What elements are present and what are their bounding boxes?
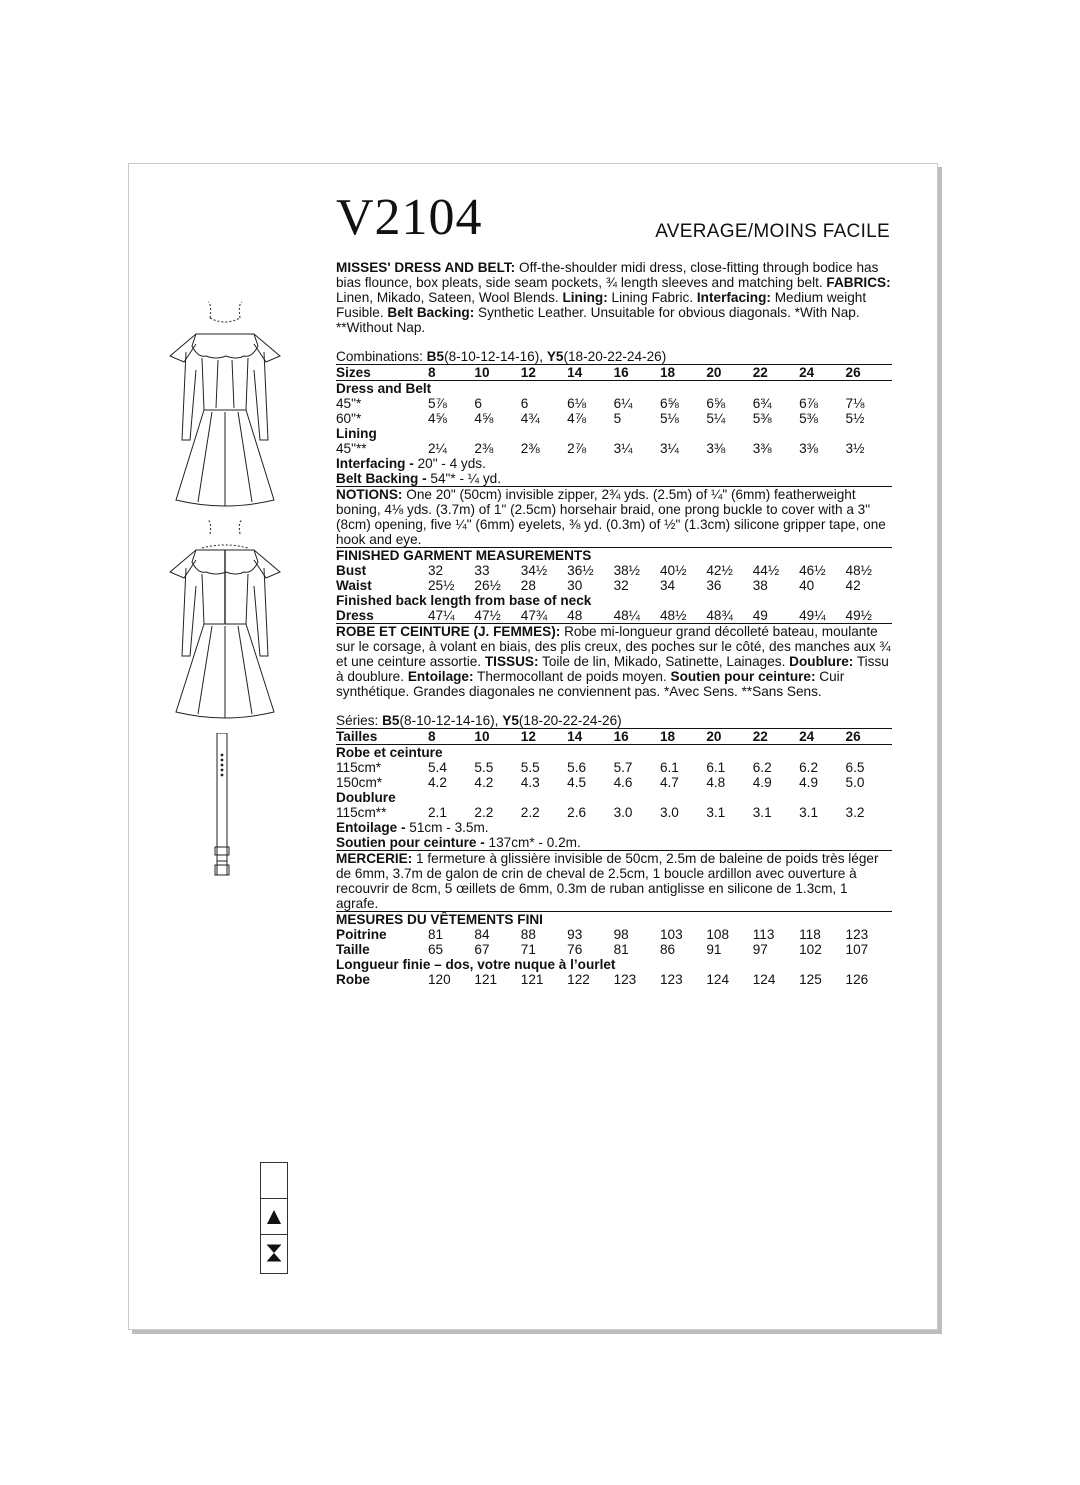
table-row: Waist 25½ 26½ 28 30 32 34 36 38 40 42 [336,578,861,593]
dress-front-sketch [166,300,284,520]
table-row: Tailles 8 10 12 14 16 18 20 22 24 26 [336,729,892,745]
table-row: MESURES DU VÊTEMENTS FINI [336,912,892,928]
french-yardage-table [336,728,892,850]
table-row: Sizes 8 10 12 14 16 18 20 22 24 26 [336,365,892,381]
french-measurements-table [336,911,892,987]
table-row: 150cm* 4.2 4.2 4.3 4.5 4.6 4.7 4.8 4.9 4.9 5.0 [336,775,865,790]
table-row: Belt Backing - 54"* - ¼ yd. [336,471,501,486]
table-row: Dress and Belt [336,381,432,396]
table-row: Robe 120 121 121 122 123 123 124 124 125 126 [336,972,869,987]
table-row: Finished back length from base of neck [336,593,592,608]
triangle-icon [261,1199,287,1235]
table-row: Interfacing - 20" - 4 yds. [336,456,486,471]
series-line: Séries: B5(8-10-12-14-16), Y5(18-20-22-24-26) [336,713,622,728]
combinations-line: Combinations: B5(8-10-12-14-16), Y5(18-20-22-24-26) [336,349,667,364]
desc-title: MISSES' DRESS AND BELT: [336,260,516,275]
table-row: Entoilage - 51cm - 3.5m. [336,820,489,835]
table-row: Soutien pour ceinture - 137cm* - 0.2m. [336,835,581,850]
table-row: 45"** 2¼ 2⅜ 2⅜ 2⅞ 3¼ 3¼ 3⅜ 3⅜ 3⅜ 3½ [336,441,865,456]
table-row: 45"* 5⅞ 6 6 6⅛ 6¼ 6⅝ 6⅝ 6¾ 6⅞ 7⅛ [336,396,865,411]
belt-sketch [210,733,234,878]
table-row: 115cm** 2.1 2.2 2.2 2.6 3.0 3.0 3.1 3.1 3.1 3.2 [336,805,865,820]
pattern-code: V2104 [336,189,483,246]
table-row: Bust 32 33 34½ 36½ 38½ 40½ 42½ 44½ 46½ 48½ [336,563,872,578]
dress-back-sketch [166,520,284,730]
difficulty-level: AVERAGE/MOINS FACILE [655,221,890,242]
legend-blank-cell [261,1163,287,1199]
english-notions: NOTIONS: One 20" (50cm) invisible zipper, 2¾ yds. (2.5m) of ¼" (6mm) featherweight boning, 4⅛ yds. (3.7m) of 1" (2.5cm) horsehair braid, one prong buckle to cover with a 3" (8cm) opening, five ¼" (6mm) eyelets, ⅜ yd. (0.3m) of ½" (1.3cm) silicone gripper tape, one hook and eye. [336,486,892,547]
table-row: Dress 47¼ 47½ 47¾ 48 48¼ 48½ 48¾ 49 49¼ 49½ [336,608,872,623]
hourglass-icon [261,1235,287,1271]
table-row: Lining [336,426,377,441]
english-yardage-table [336,364,892,486]
english-description: MISSES' DRESS AND BELT: Off-the-shoulder midi dress, close-fitting through bodice has bias flounce, box pleats, side seam pockets, ¾ length sleeves and matching belt. FABRICS: Linen, Mikado, Sateen, Wool Blends. Lining: Lining Fabric. Interfacing: Medium weight Fusible. Belt Backing: Synthetic Leather. Unsuitable for obvious diagonals. *With Nap. **Without Nap. [336,260,891,335]
table-row: Taille 65 67 71 76 81 86 91 97 102 107 [336,942,869,957]
french-description: ROBE ET CEINTURE (J. FEMMES): Robe mi-longueur grand décolleté bateau, moulante sur le corsage, à volant en biais, des plis creux, des poches sur le côté, des manches aux ¾ et une ceinture assortie. TISSUS: Toile de lin, Mikado, Satinette, Lainages. Doublure: Tissu à doublure. Entoilage: Thermocollant de poids moyen. Soutien pour ceinture: Cuir synthétique. Grandes diagonales ne conviennent pas. *Avec Sens. **Sans Sens. [336,624,891,699]
pattern-info-column [336,260,892,987]
symbol-legend [260,1162,288,1274]
table-row: Poitrine 81 84 88 93 98 103 108 113 118 123 [336,927,869,942]
table-row: Doublure [336,790,396,805]
table-row: 115cm* 5.4 5.5 5.5 5.6 5.7 6.1 6.1 6.2 6.2 6.5 [336,760,865,775]
table-row: Longueur finie – dos, votre nuque à l’ourlet [336,957,616,972]
english-measurements-table [336,547,892,623]
french-mercerie: MERCERIE: 1 fermeture à glissière invisible de 50cm, 2.5m de baleine de poids très léger de 6mm, 3.7m de galon de crin de cheval de 2.5cm, 1 boucle ardillon avec ouverture à recouvrir de 8cm, 5 œillets de 6mm, 0.3m de ruban antiglisse en silicone de 1.3cm, 1 agrafe. [336,850,892,911]
table-row: Robe et ceinture [336,745,443,760]
table-row: 60"* 4⅝ 4⅝ 4¾ 4⅞ 5 5⅛ 5¼ 5⅜ 5⅜ 5½ [336,411,865,426]
table-row: FINISHED GARMENT MEASUREMENTS [336,548,892,564]
